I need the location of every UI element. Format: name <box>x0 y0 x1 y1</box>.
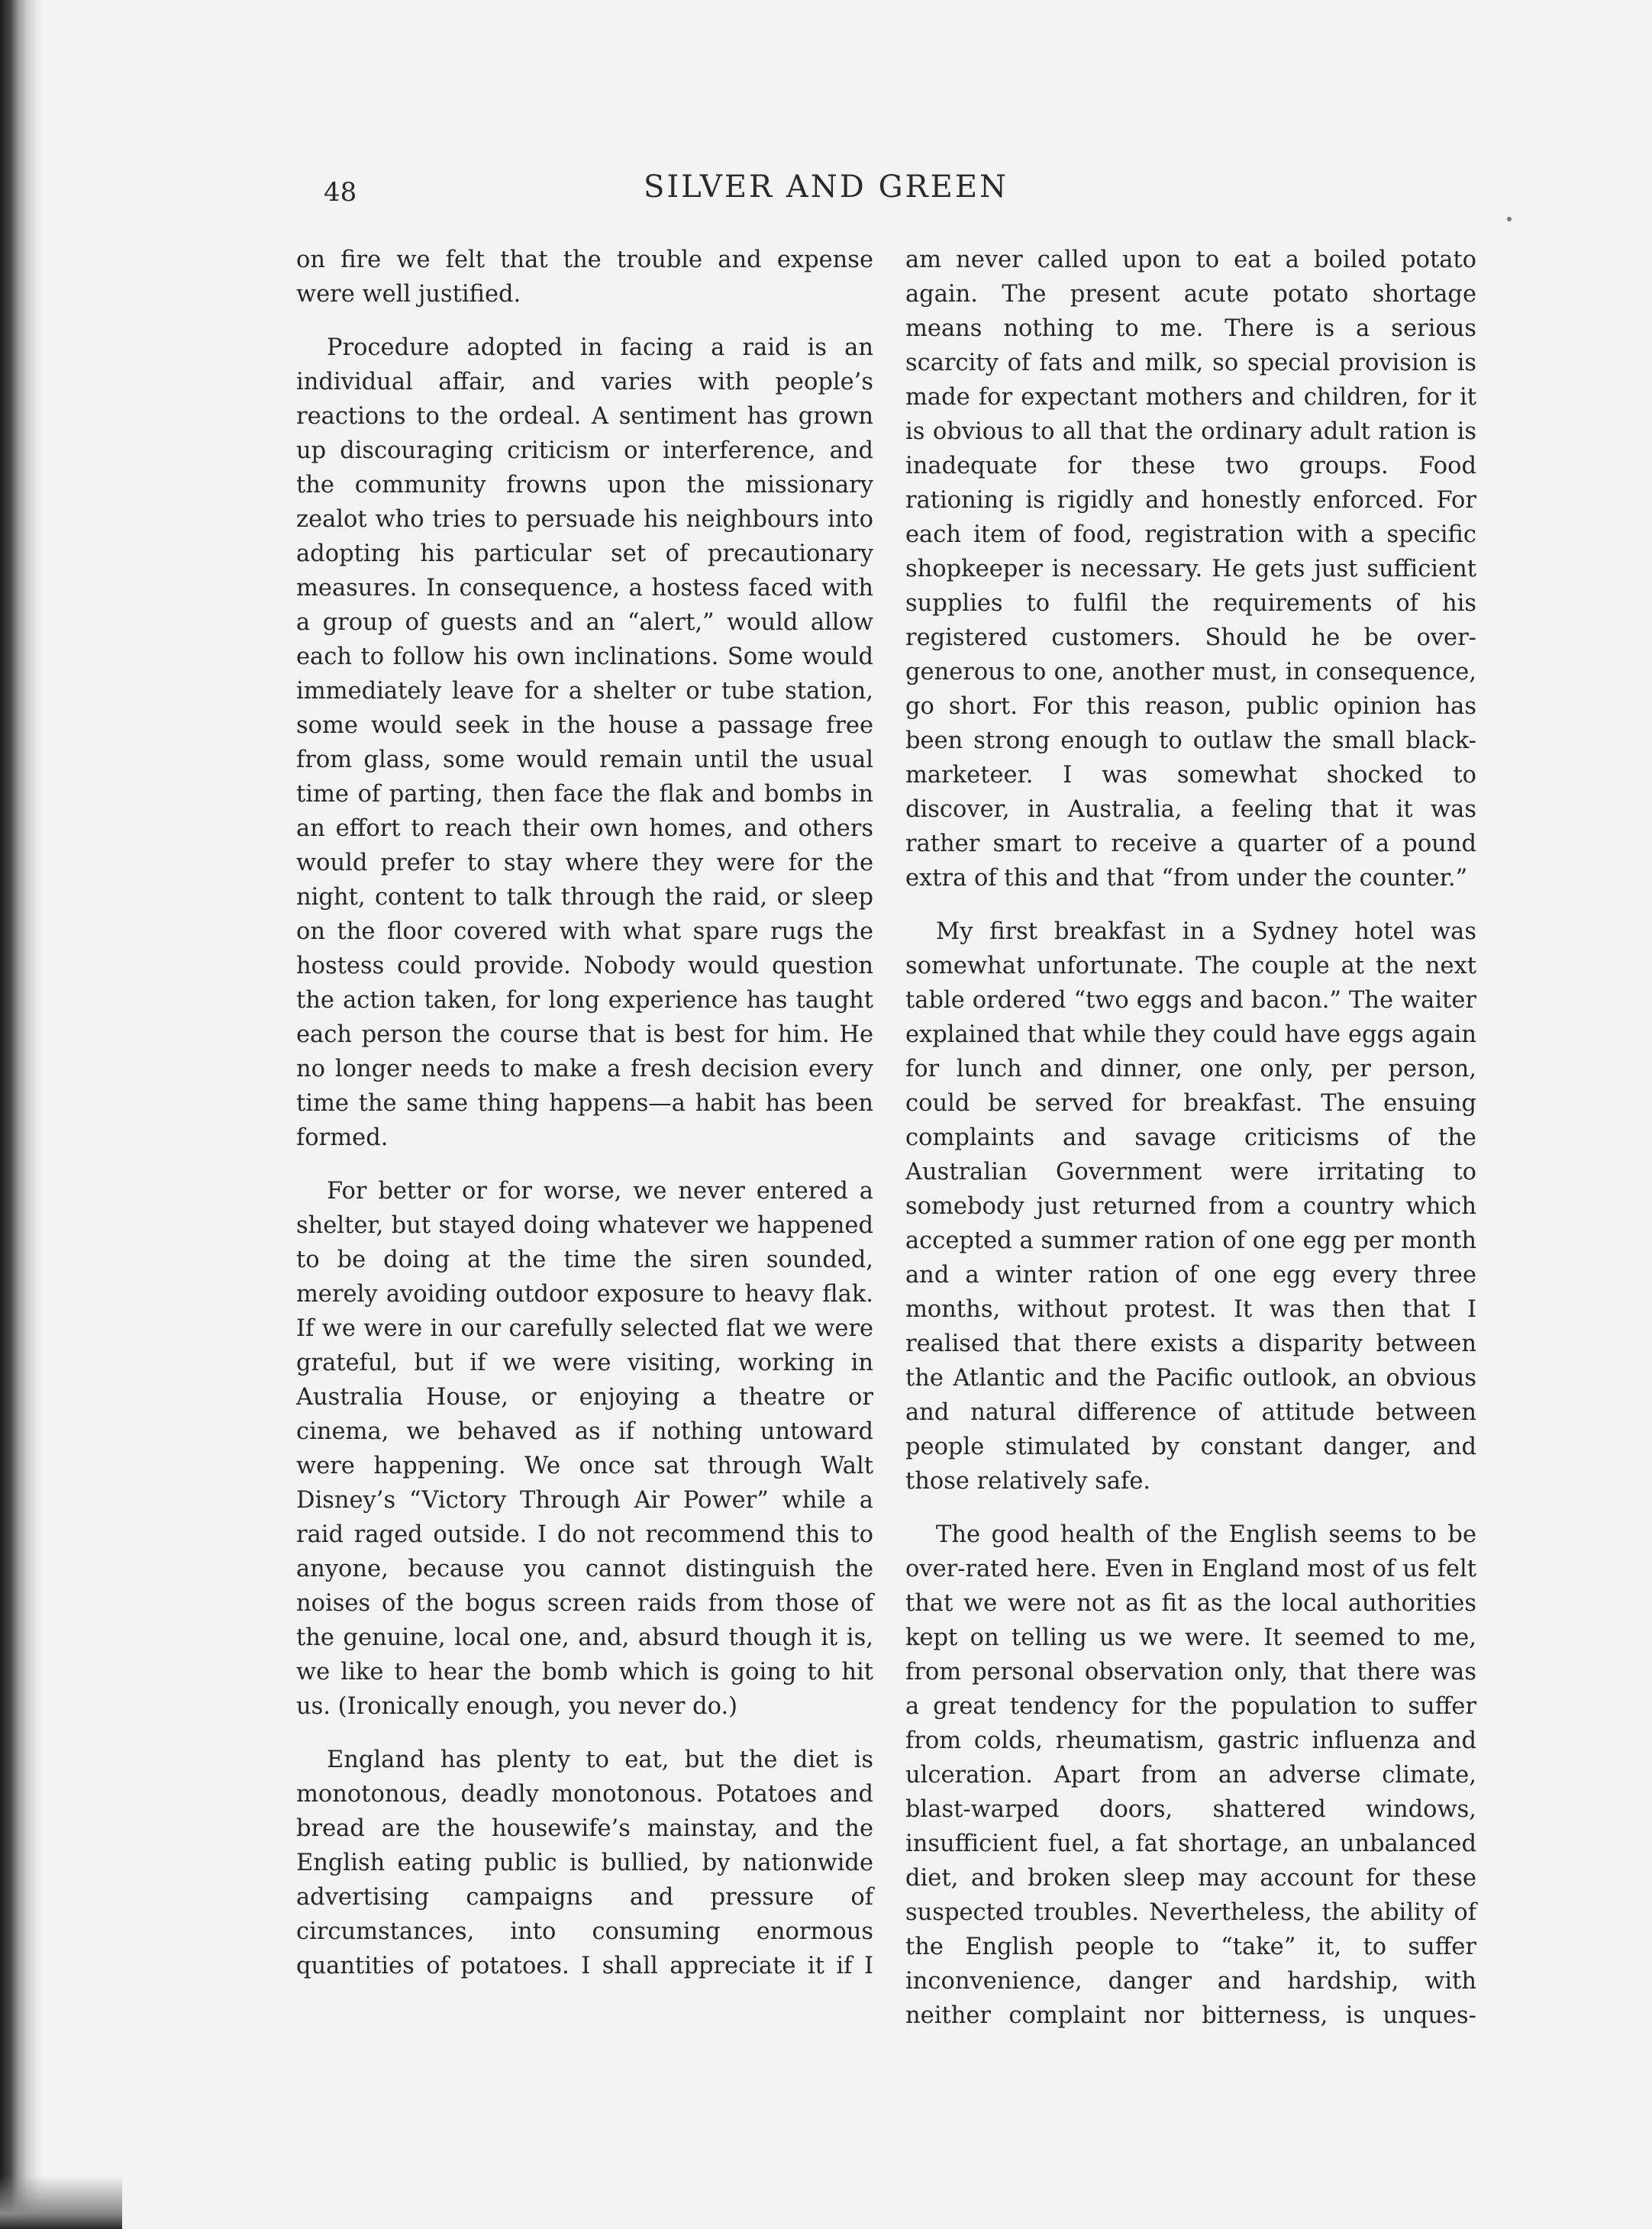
left-column <box>296 243 873 2002</box>
paragraph: England has plenty to eat, but the diet is monotonous, deadly monotonous. Potatoes and bread are the housewife’s mainstay, and the English eating public is bullied, by nationwide advertising campaigns and pressure of circumstances, into consuming enormous quantities of potatoes. I shall appreciate it if I <box>296 1747 873 1979</box>
running-title: SILVER AND GREEN <box>643 169 1009 205</box>
book-corner-shadow <box>0 2176 122 2229</box>
page-number: 48 <box>324 177 357 208</box>
page-header <box>0 169 1652 215</box>
paragraph: am never called upon to eat a boiled potato again. The present acute potato shortage means nothing to me. There is a serious scarcity of fats and milk, so special provision is made for expectant mothers and children, for it is obvious to all that the ordinary adult ration is inadequate for these two groups. Food rationing is rigidly and honestly enforced. For each item of food, registration with a specific shopkeeper is necessary. He gets just sufficient supplies to fulfil the requirements of his registered customers. Should he be over-generous to one, another must, in consequence, go short. For this reason, public opinion has been strong enough to outlaw the small black-marketeer. I was somewhat shocked to discover, in Australia, a feeling that it was rather smart to receive a quarter of a pound extra of this and that “from under the counter.” <box>905 247 1476 892</box>
paragraph: on fire we felt that the trouble and expense were well justified. <box>296 247 873 308</box>
paragraph: My first breakfast in a Sydney hotel was somewhat unfortunate. The couple at the next table ordered “two eggs and bacon.” The waiter explained that while they could have eggs again for lunch and dinner, one only, per person, could be served for breakfast. The ensuing complaints and savage criticisms of the Australian Government were irritating to somebody just returned from a country which accepted a summer ration of one egg per month and a winter ration of one egg every three months, without protest. It was then that I realised that there exists a disparity between the Atlantic and the Pacific outlook, an obvious and natural difference of attitude between people stimulated by constant danger, and those relatively safe. <box>905 918 1476 1495</box>
paper-speck <box>1507 217 1512 221</box>
paragraph: The good health of the English seems to be over-rated here. Even in England most of us felt that we were not as fit as the local authorities kept on telling us we were. It seemed to me, from personal observation only, that there was a great tendency for the population to suffer from colds, rheumatism, gastric influenza and ulceration. Apart from an adverse climate, blast-warped doors, shattered windows, insufficient fuel, a fat shortage, an unbalanced diet, and broken sleep may account for these suspected troubles. Nevertheless, the ability of the English people to “take” it, to suffer inconvenience, danger and hardship, with neither complaint nor bitterness, is unques- <box>905 1521 1476 2029</box>
book-gutter-edge <box>0 0 44 2229</box>
paragraph: For better or for worse, we never entered a shelter, but stayed doing whatever we happened to be doing at the time the siren sounded, merely avoiding outdoor exposure to heavy flak. If we were in our carefully selected flat we were grateful, but if we were visiting, working in Australia House, or enjoying a theatre or cinema, we behaved as if nothing untoward were happening. We once sat through Walt Disney’s “Victory Through Air Power” while a raid raged outside. I do not recommend this to anyone, because you cannot distinguish the noises of the bogus screen raids from those of the genuine, local one, and, absurd though it is, we like to hear the bomb which is going to hit us. (Ironically enough, you never do.) <box>296 1178 873 1720</box>
right-column <box>905 243 1476 2052</box>
paragraph: Procedure adopted in facing a raid is an individual affair, and varies with people’s reactions to the ordeal. A sentiment has grown up discouraging criticism or interference, and the community frowns upon the missionary zealot who tries to persuade his neighbours into adopting his particular set of precautionary measures. In consequence, a hostess faced with a group of guests and an “alert,” would allow each to follow his own inclinations. Some would immediately leave for a shelter or tube station, some would seek in the house a passage free from glass, some would remain until the usual time of parting, then face the flak and bombs in an effort to reach their own homes, and others would prefer to stay where they were for the night, content to talk through the raid, or sleep on the floor covered with what spare rugs the hostess could provide. Nobody would question the action taken, for long experience has taught each person the course that is best for him. He no longer needs to make a fresh decision every time the same thing happens—a habit has been formed. <box>296 334 873 1151</box>
